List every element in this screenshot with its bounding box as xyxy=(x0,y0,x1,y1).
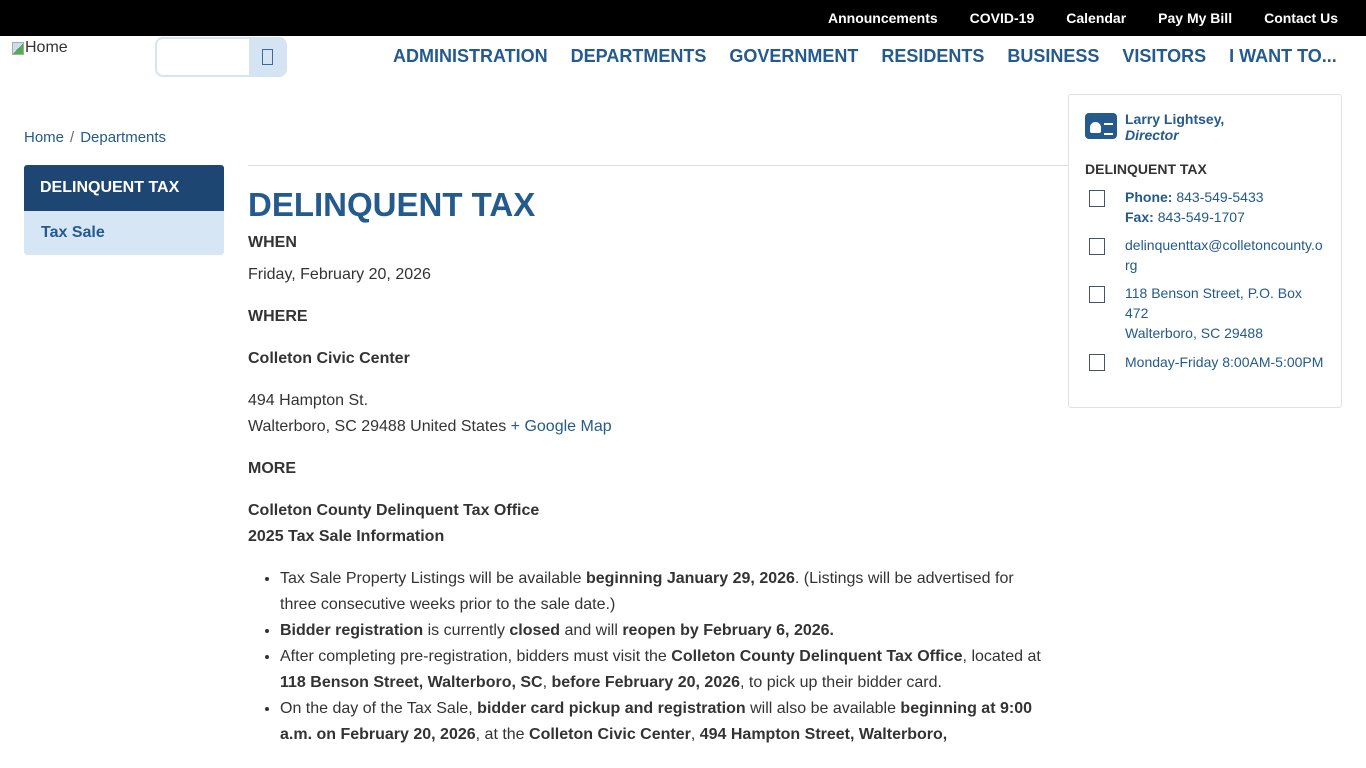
list-item-text: Colleton County Delinquent Tax Office xyxy=(671,648,963,665)
map-marker-icon xyxy=(1089,286,1105,303)
when-label: WHEN xyxy=(248,234,297,251)
address-line1: 494 Hampton St. xyxy=(248,392,369,409)
search-icon xyxy=(262,49,273,65)
list-item-text: bidder card pickup and registration xyxy=(477,700,746,717)
divider xyxy=(248,165,1068,166)
nav-administration[interactable]: ADMINISTRATION xyxy=(393,46,548,66)
contact-card xyxy=(1068,94,1342,408)
nav-departments[interactable]: DEPARTMENTS xyxy=(570,46,707,66)
phone-icon xyxy=(1089,190,1105,207)
page-title: DELINQUENT TAX xyxy=(248,186,536,223)
list-item xyxy=(280,696,1053,748)
fax-label: Fax: xyxy=(1125,209,1154,225)
list-item-text: , xyxy=(690,726,700,743)
list-item-text: On the day of the Tax Sale, xyxy=(280,700,478,717)
broken-image-icon xyxy=(12,42,24,55)
list-item xyxy=(280,644,1053,696)
list-item-text: After completing pre-registration, bidders must visit the xyxy=(280,648,672,665)
list-item-text: , at the xyxy=(475,726,530,743)
list-item-text: , xyxy=(542,674,552,691)
sidebar xyxy=(24,165,224,255)
utility-link-pay-bill[interactable]: Pay My Bill xyxy=(1158,10,1233,26)
list-item-text: beginning January 29, 2026 xyxy=(585,570,795,587)
home-logo-link[interactable] xyxy=(12,39,68,57)
where-label: WHERE xyxy=(248,308,308,325)
utility-link-announcements[interactable]: Announcements xyxy=(827,10,938,26)
list-item-text: . (Listings will be advertised for three consecutive weeks prior to the sale date.) xyxy=(280,570,1014,613)
sidebar-item-delinquent-tax[interactable]: DELINQUENT TAX xyxy=(24,165,224,211)
clock-icon xyxy=(1089,354,1105,371)
venue-address xyxy=(248,388,1053,440)
phone-label: Phone: xyxy=(1125,189,1173,205)
list-item-text: 118 Benson Street, Walterboro, SC xyxy=(280,674,543,691)
utility-link-calendar[interactable]: Calendar xyxy=(1066,10,1127,26)
nav-residents[interactable]: RESIDENTS xyxy=(881,46,985,66)
search-button[interactable] xyxy=(249,39,285,75)
list-item-text: Bidder registration xyxy=(280,622,424,639)
nav-government[interactable]: GOVERNMENT xyxy=(729,46,859,66)
breadcrumb xyxy=(24,129,166,146)
google-map-link[interactable]: + Google Map xyxy=(510,418,612,435)
main-nav xyxy=(393,46,1337,67)
contact-address2: Walterboro, SC 29488 xyxy=(1125,325,1263,341)
venue-name: Colleton Civic Center xyxy=(248,350,410,367)
list-item-text: will also be available xyxy=(745,700,901,717)
list-item-text: 494 Hampton Street, Walterboro, xyxy=(699,726,948,743)
email-icon xyxy=(1089,238,1105,255)
nav-visitors[interactable]: VISITORS xyxy=(1122,46,1207,66)
office-heading xyxy=(248,498,1053,550)
id-card-icon xyxy=(1085,113,1117,139)
breadcrumb-departments[interactable]: Departments xyxy=(80,129,167,146)
phone-link[interactable]: 843-549-5433 xyxy=(1176,189,1264,205)
breadcrumb-home[interactable]: Home xyxy=(24,129,65,146)
contact-role: Director xyxy=(1125,127,1179,143)
main-content xyxy=(248,186,1053,748)
contact-address1: 118 Benson Street, P.O. Box 472 xyxy=(1125,285,1302,321)
info-list xyxy=(248,566,1053,748)
search-input[interactable] xyxy=(157,39,249,75)
list-item-text: beginning at 9:00 a.m. on February 20, 2026 xyxy=(280,700,1032,743)
list-item xyxy=(280,618,1053,644)
list-item-text: before February 20, 2026 xyxy=(551,674,741,691)
list-item-text: , located at xyxy=(962,648,1041,665)
list-item-text: Colleton Civic Center xyxy=(529,726,691,743)
breadcrumb-separator: / xyxy=(70,129,75,146)
utility-link-covid[interactable]: COVID-19 xyxy=(969,10,1035,26)
search-form xyxy=(155,37,287,77)
nav-business[interactable]: BUSINESS xyxy=(1007,46,1100,66)
event-date: Friday, February 20, 2026 xyxy=(248,266,431,283)
list-item-text: and will xyxy=(560,622,623,639)
sidebar-item-tax-sale[interactable]: Tax Sale xyxy=(24,211,224,255)
contact-hours: Monday-Friday 8:00AM-5:00PM xyxy=(1125,354,1324,370)
list-item-text: is currently xyxy=(423,622,510,639)
info-title: 2025 Tax Sale Information xyxy=(248,528,445,545)
utility-link-contact[interactable]: Contact Us xyxy=(1264,10,1338,26)
list-item-text: Tax Sale Property Listings will be available xyxy=(280,570,586,587)
contact-dept: DELINQUENT TAX xyxy=(1085,161,1207,177)
logo-alt-text: Home xyxy=(25,39,68,56)
list-item-text: reopen by February 6, 2026. xyxy=(622,622,834,639)
email-link[interactable]: delinquenttax@colletoncounty.org xyxy=(1125,237,1323,273)
fax-number: 843-549-1707 xyxy=(1157,209,1245,225)
contact-name: Larry Lightsey, xyxy=(1125,111,1225,127)
nav-i-want-to[interactable]: I WANT TO... xyxy=(1229,46,1337,66)
office-name: Colleton County Delinquent Tax Office xyxy=(248,502,540,519)
list-item xyxy=(280,566,1053,618)
utility-nav xyxy=(0,0,1366,36)
list-item-text: , to pick up their bidder card. xyxy=(740,674,942,691)
more-label: MORE xyxy=(248,460,296,477)
list-item-text: closed xyxy=(509,622,561,639)
address-line2: Walterboro, SC 29488 United States xyxy=(248,418,507,435)
